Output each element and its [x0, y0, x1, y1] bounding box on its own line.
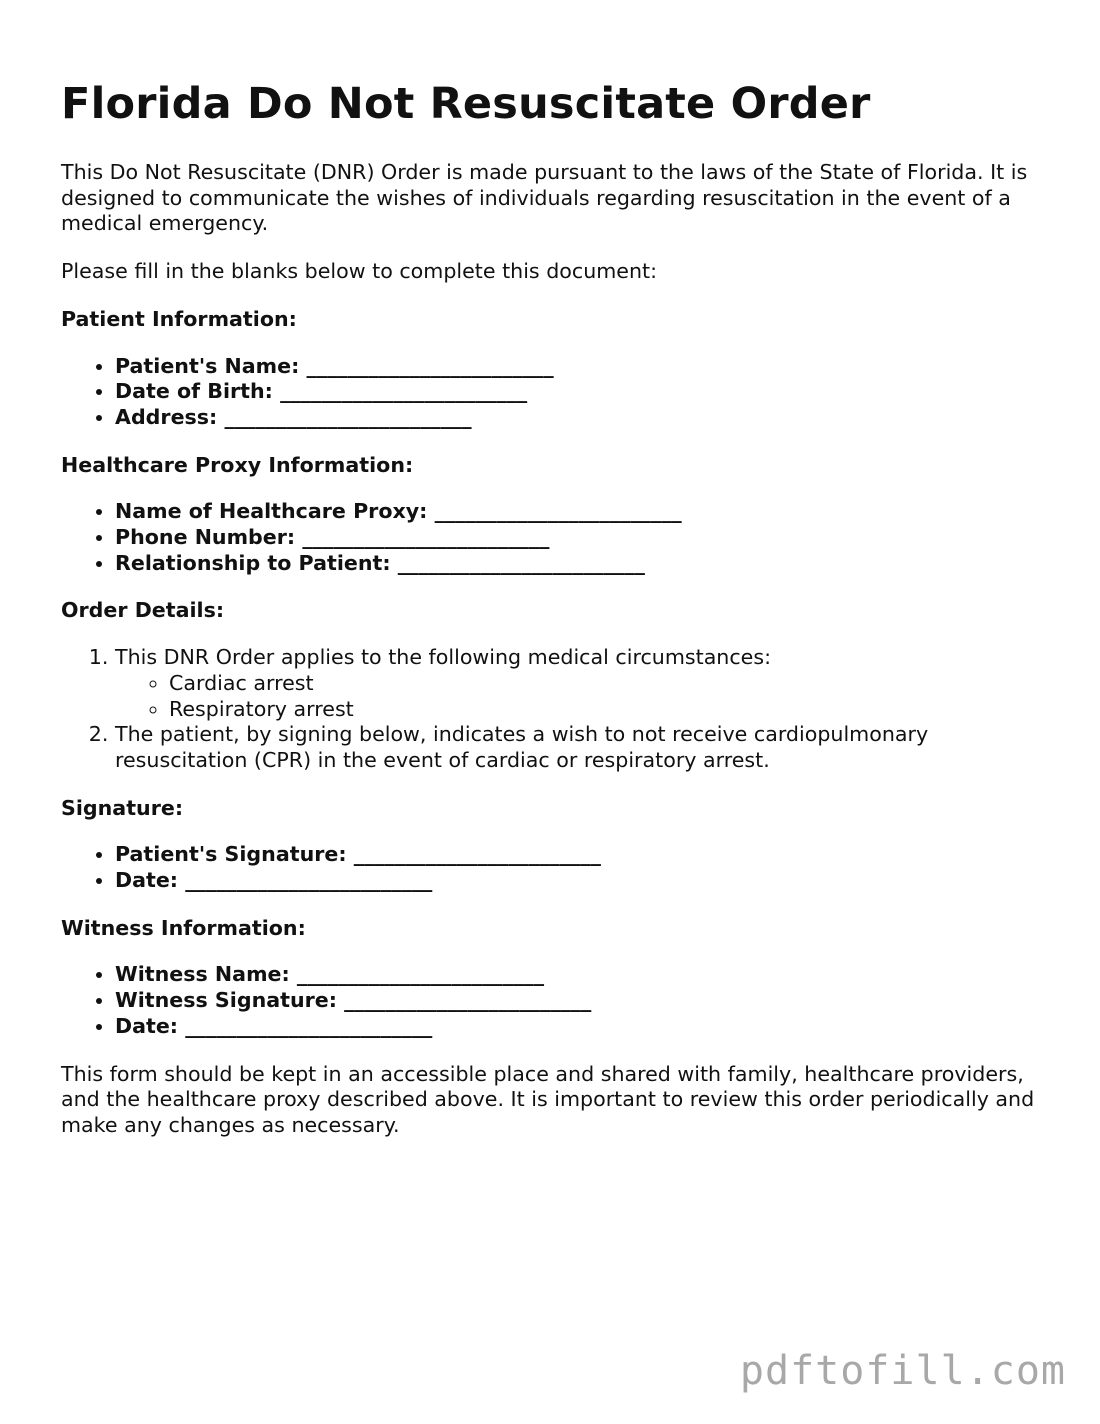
proxy-info-heading: Healthcare Proxy Information:: [61, 452, 414, 477]
witness-name-field[interactable]: • Witness Name: ________________________: [115, 962, 1046, 988]
witness-info-list: [61, 962, 1046, 1039]
witness-date-field[interactable]: • Date: ________________________: [115, 1014, 1046, 1040]
patient-info-heading: Patient Information:: [61, 306, 297, 331]
order-details-heading: Order Details:: [61, 598, 225, 623]
circumstance-item: ◦ Respiratory arrest: [169, 697, 1046, 723]
circumstances-list: [115, 671, 1046, 722]
proxy-name-field[interactable]: • Name of Healthcare Proxy: ________________________: [115, 499, 1046, 525]
patient-name-field[interactable]: • Patient's Name: ________________________: [115, 354, 1046, 380]
signature-date-field[interactable]: • Date: ________________________: [115, 868, 1046, 894]
address-field[interactable]: • Address: ________________________: [115, 405, 1046, 431]
order-item: 2. The patient, by signing below, indicates a wish to not receive cardiopulmonary resuscitation (CPR) in the event of cardiac or respiratory arrest.: [115, 722, 1046, 773]
order-details-list: [61, 645, 1046, 774]
watermark-logo: pdftofill.com: [739, 1348, 1066, 1394]
document-title: Florida Do Not Resuscitate Order: [61, 79, 871, 129]
instructions-paragraph: Please fill in the blanks below to complete this document:: [61, 259, 658, 284]
date-of-birth-field[interactable]: • Date of Birth: ________________________: [115, 379, 1046, 405]
signature-list: [61, 842, 1046, 893]
witness-info-heading: Witness Information:: [61, 915, 306, 940]
order-item-text: This DNR Order applies to the following medical circumstances:: [115, 645, 772, 670]
relationship-field[interactable]: • Relationship to Patient: ________________________: [115, 551, 1046, 577]
intro-paragraph: This Do Not Resuscitate (DNR) Order is made pursuant to the laws of the State of Florida. It is designed to communicate the wishes of individuals regarding resuscitation in the event of a medical emergency.: [61, 160, 1028, 236]
circumstance-item: ◦ Cardiac arrest: [169, 671, 1046, 697]
phone-number-field[interactable]: • Phone Number: ________________________: [115, 525, 1046, 551]
document-page: [61, 0, 1046, 1139]
order-item: [115, 645, 1046, 722]
witness-signature-field[interactable]: • Witness Signature: ________________________: [115, 988, 1046, 1014]
signature-heading: Signature:: [61, 795, 184, 820]
closing-paragraph: This form should be kept in an accessible place and shared with family, healthcare providers, and the healthcare proxy described above. It is important to review this order periodically and make any changes as necessary.: [61, 1061, 1035, 1137]
patient-signature-field[interactable]: • Patient's Signature: ________________________: [115, 842, 1046, 868]
proxy-info-list: [61, 499, 1046, 576]
patient-info-list: [61, 354, 1046, 431]
